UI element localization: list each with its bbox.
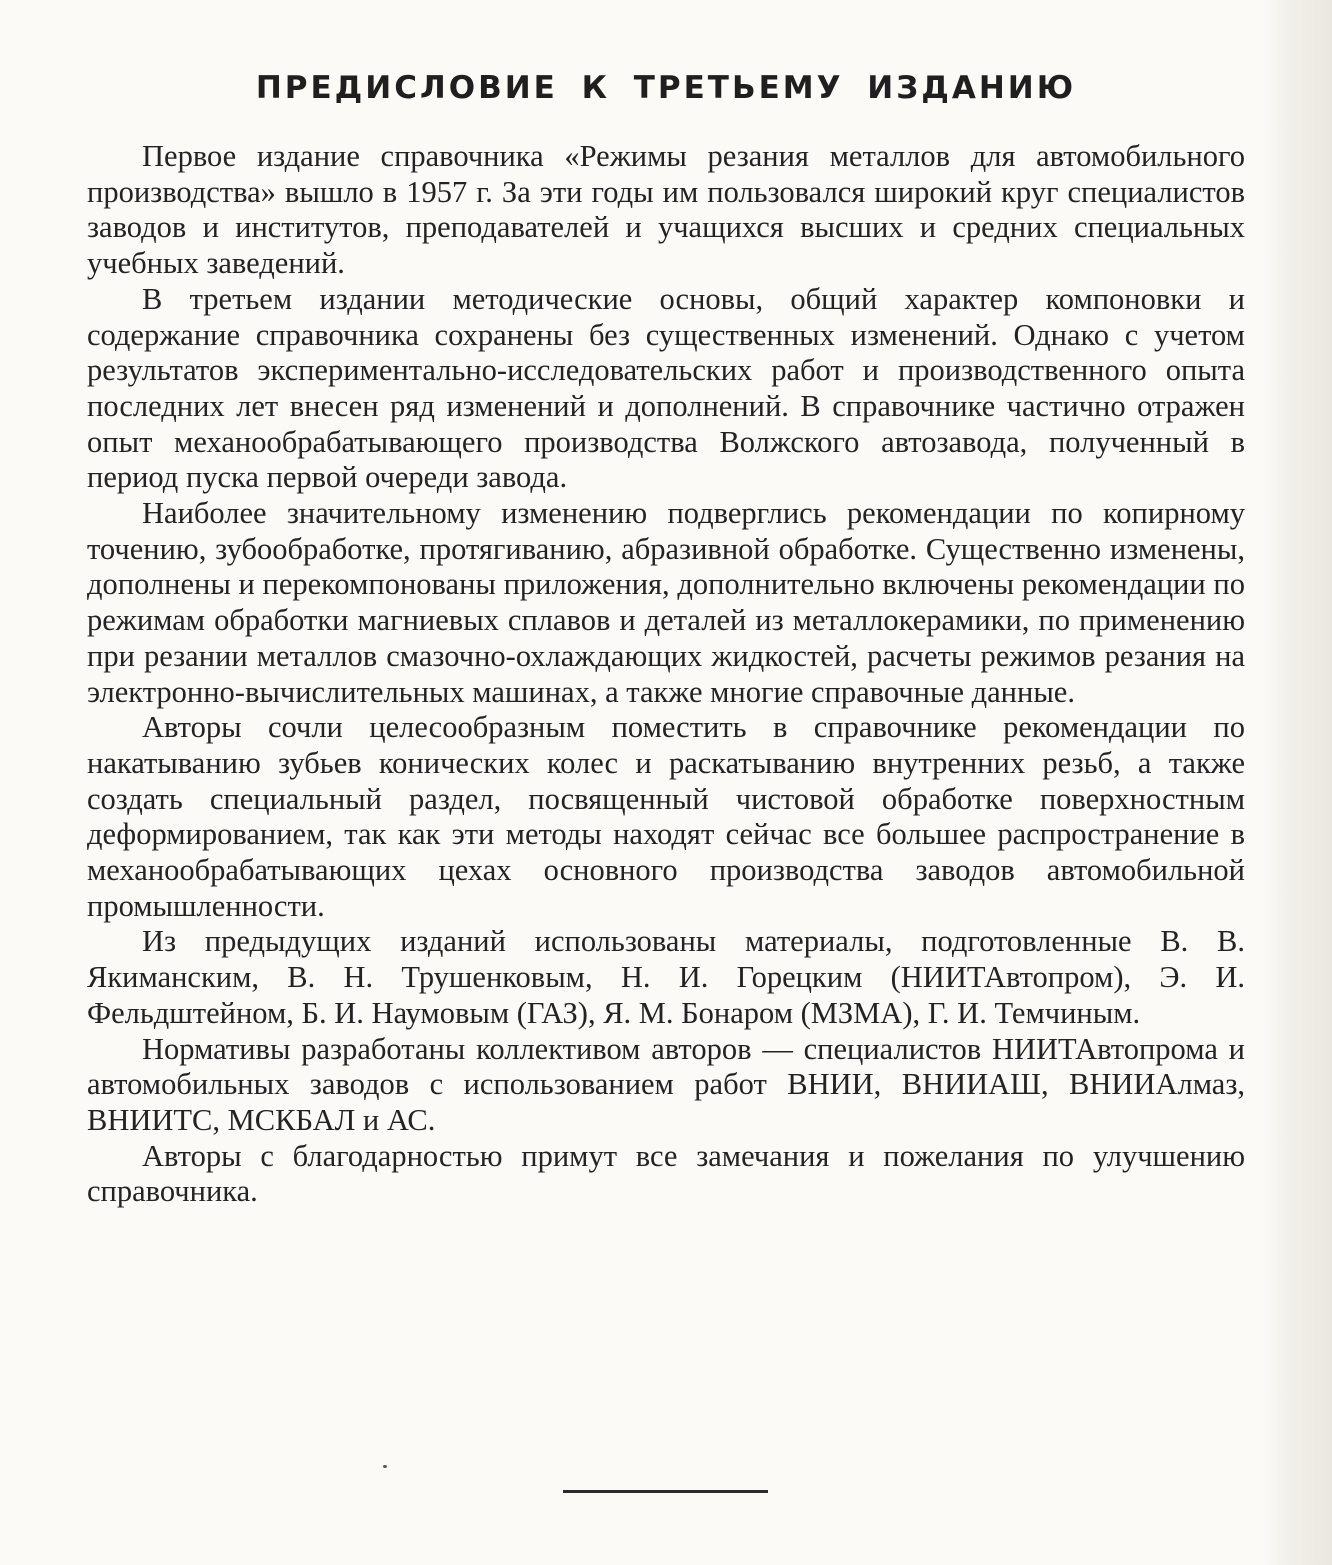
paragraph-developers: Нормативы разработаны коллективом авторов — специалистов НИИТАвтопрома и автомобильных заводов с использованием работ ВНИИ, ВНИИАШ, ВНИИАлмаз, ВНИИТС, МСКБАЛ и АС. xyxy=(87,1031,1245,1137)
closing-rule xyxy=(563,1490,768,1493)
paragraph-changes: Наиболее значительному изменению подверглись рекомендации по копирному точению, зубообработке, протягиванию, абразивной обработке. Существенно изменены, дополнены и перекомпонованы приложения, дополнительно включены рекомендации по режимам обработки магниевых сплавов и деталей из металлокерамики, по применению при резании металлов смазочно-охлаждающих жидкостей, расчеты режимов резания на электронно-вычислительных машинах, а также многие справочные данные. xyxy=(87,496,1245,709)
print-speck xyxy=(383,1465,387,1468)
paragraph-new-sections: Авторы сочли целесообразным поместить в справочнике рекомендации по накатыванию зубьев конических колес и раскатыванию внутренних резьб, а также создать специальный раздел, посвященный чистовой обработке поверхностным деформированием, так как эти методы находят сейчас все большее распространение в механообрабатывающих цехах основного производства заводов автомобильной промышленности. xyxy=(87,710,1245,923)
paragraph-previous-materials: Из предыдущих изданий использованы материалы, подготовленные В. В. Якиманским, В. Н. Трушенковым, Н. И. Горецким (НИИТАвтопром), Э. И. Фельдштейном, Б. И. Наумовым (ГАЗ), Я. М. Бонаром (МЗМА), Г. И. Темчиным. xyxy=(87,924,1245,1030)
preface-text-block xyxy=(87,58,1245,1210)
page-title: ПРЕДИСЛОВИЕ К ТРЕТЬЕМУ ИЗДАНИЮ xyxy=(255,70,1077,106)
page-gutter-shadow xyxy=(1262,0,1332,1565)
paragraph-third-edition: В третьем издании методические основы, общий характер компоновки и содержание справочника сохранены без существенных изменений. Однако с учетом результатов экспериментально-исследовательских работ и производственного опыта последних лет внесен ряд изменений и дополнений. В справочнике частично отражен опыт механообрабатывающего производства Волжского автозавода, полученный в период пуска первой очереди завода. xyxy=(87,281,1245,495)
paragraph-feedback: Авторы с благодарностью примут все замечания и пожелания по улучшению справочника. xyxy=(87,1138,1245,1209)
paragraph-first-edition: Первое издание справочника «Режимы резания металлов для автомобильного производства» вышло в 1957 г. За эти годы им пользовался широкий круг специалистов заводов и институтов, преподавателей и учащихся высших и средних специальных учебных заведений. xyxy=(87,139,1245,281)
